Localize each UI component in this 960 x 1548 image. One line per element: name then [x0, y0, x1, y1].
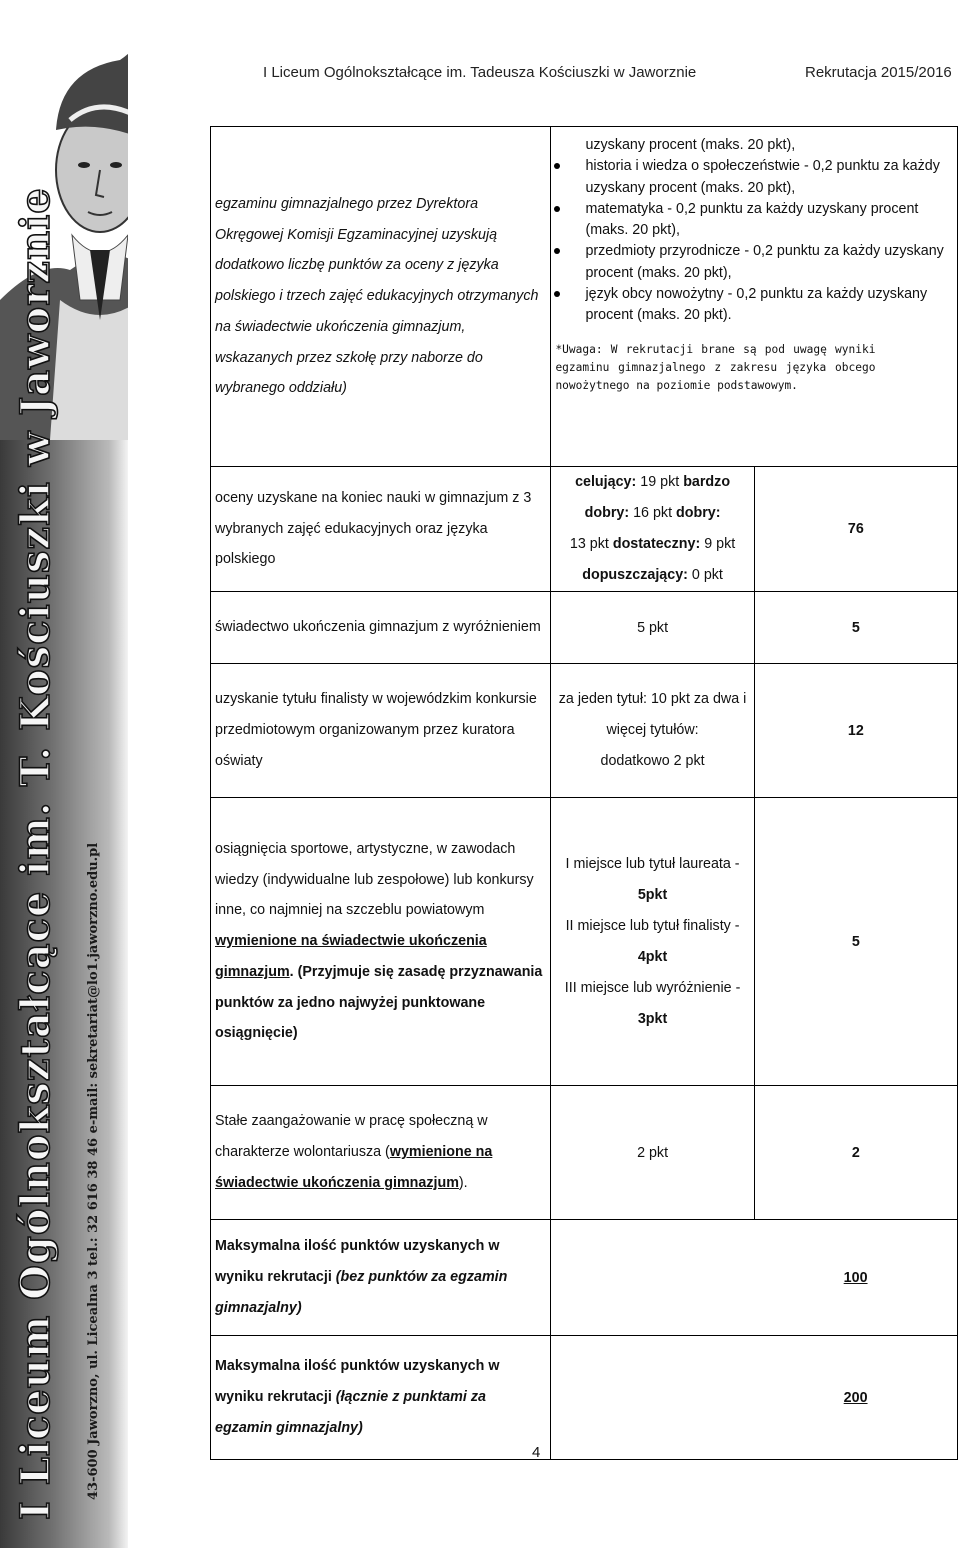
max-points-cell: 5: [754, 592, 957, 664]
criterion-cell: egzaminu gimnazjalnego przez Dyrektora Okręgowej Komisji Egzaminacyjnej uzyskują dodatkowo liczbę punktów za oceny z języka polskiego i trzech zajęć edukacyjnych otrzymanych na świadectwie ukończenia gimnazjum, wskazanych przez szkołę przy naborze do wybranego oddziału): [211, 127, 551, 467]
bullet-icon: [554, 206, 560, 212]
table-row: [211, 1086, 958, 1220]
list-item: przedmioty przyrodnicze - 0,2 punktu za każdy uzyskany procent (maks. 20 pkt),: [585, 241, 957, 284]
max-points-cell: 76: [754, 467, 957, 592]
criterion-cell: Maksymalna ilość punktów uzyskanych w wyniku rekrutacji (łącznie z punktami za egzamin gimnazjalny): [211, 1336, 551, 1460]
points-table: [210, 126, 958, 1460]
points-cell: 2 pkt: [551, 1086, 754, 1220]
table-row: [211, 1220, 958, 1336]
bullet-icon: [554, 248, 560, 254]
criterion-cell: Maksymalna ilość punktów uzyskanych w wyniku rekrutacji (bez punktów za egzamin gimnazjalny): [211, 1220, 551, 1336]
criterion-cell: uzyskanie tytułu finalisty w wojewódzkim konkursie przedmiotowym organizowanym przez kuratora oświaty: [211, 664, 551, 798]
table-row: [211, 798, 958, 1086]
max-points-cell: 5: [754, 798, 957, 1086]
criterion-cell: świadectwo ukończenia gimnazjum z wyróżnieniem: [211, 592, 551, 664]
exam-note: *Uwaga: W rekrutacji brane są pod uwagę wyniki egzaminu gimnazjalnego z zakresu języka obcego nowożytnego na poziomie podstawowym.: [555, 342, 876, 392]
table-row: [211, 592, 958, 664]
sidebar-banner: [0, 0, 128, 1548]
header-recruitment: Rekrutacja 2015/2016: [805, 64, 952, 81]
max-points-cell: 12: [754, 664, 957, 798]
criterion-cell: oceny uzyskane na koniec nauki w gimnazjum z 3 wybranych zajęć edukacyjnych oraz języka polskiego: [211, 467, 551, 592]
empty-cell: [551, 1220, 754, 1336]
bullet-icon: [554, 291, 560, 297]
max-points-cell: 2: [754, 1086, 957, 1220]
list-item: matematyka - 0,2 punktu za każdy uzyskany procent (maks. 20 pkt),: [585, 199, 957, 242]
header-school-name: I Liceum Ogólnokształcące im. Tadeusza Kościuszki w Jaworznie: [263, 64, 697, 81]
table-row: [211, 467, 958, 592]
points-cell: I miejsce lub tytuł laureata - 5pkt II miejsce lub tytuł finalisty - 4pkt III miejsce lub wyróżnienie - 3pkt: [551, 798, 754, 1086]
sidebar-title: I Liceum Ogólnokształcące im. T. Kościuszki w Jaworznie: [12, 187, 59, 1520]
criterion-cell: Stałe zaangażowanie w pracę społeczną w charakterze wolontariusza (wymienione na świadectwie ukończenia gimnazjum).: [211, 1086, 551, 1220]
grades-cell: celujący: 19 pkt bardzo dobry: 16 pkt dobry: 13 pkt dostateczny: 9 pkt dopuszczający: 0 pkt: [551, 467, 754, 592]
max-points-cell: 200: [754, 1336, 957, 1460]
table-row: [211, 1336, 958, 1460]
list-item: uzyskany procent (maks. 20 pkt),: [585, 137, 796, 153]
points-cell: za jeden tytuł: 10 pkt za dwa i więcej tytułów: dodatkowo 2 pkt: [551, 664, 754, 798]
points-cell: 5 pkt: [551, 592, 754, 664]
list-item: historia i wiedza o społeczeństwie - 0,2 punktu za każdy uzyskany procent (maks. 20 pkt),: [585, 156, 957, 199]
bullet-icon: [554, 163, 560, 169]
table-row: [211, 127, 958, 467]
criterion-cell: osiągnięcia sportowe, artystyczne, w zawodach wiedzy (indywidualne lub zespołowe) lub konkursy inne, co najmniej na szczeblu powiatowym wymienione na świadectwie ukończenia gimnazjum. (Przyjmuje się zasadę przyznawania punktów za jedno najwyżej punktowane osiągnięcie): [211, 798, 551, 1086]
max-points-cell: 100: [754, 1220, 957, 1336]
page-number: 4: [532, 1444, 541, 1461]
list-item: język obcy nowożytny - 0,2 punktu za każdy uzyskany procent (maks. 20 pkt).: [585, 284, 957, 327]
exam-subject-list: [551, 135, 957, 327]
empty-cell: [551, 1336, 754, 1460]
sidebar-contact: 43-600 Jaworzno, ul. Licealna 3 tel.: 32 616 38 46 e-mail: sekretariat@lo1.jaworzno.edu.pl: [86, 842, 101, 1500]
exam-details-cell: [551, 127, 958, 467]
table-row: [211, 664, 958, 798]
